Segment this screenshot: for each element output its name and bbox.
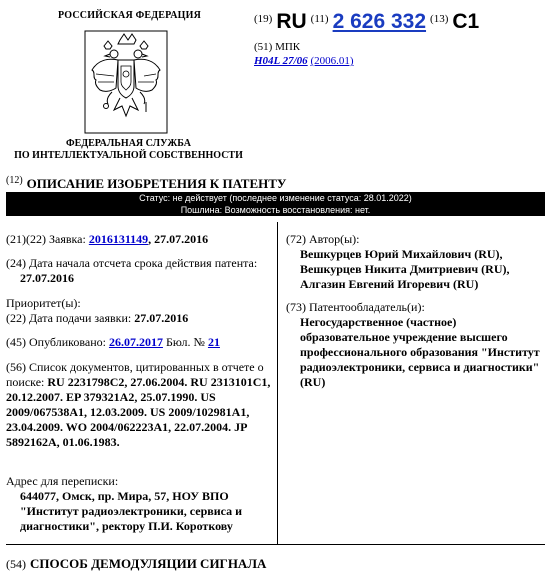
application-field — [6, 232, 272, 247]
kind-code: C1 — [452, 10, 480, 33]
country-name: РОССИЙСКАЯ ФЕДЕРАЦИЯ — [58, 10, 202, 21]
term-start-label: (24) Дата начала отсчета срока действия патента: — [6, 256, 258, 270]
patent-number-line — [254, 10, 479, 34]
agency-line-1: ФЕДЕРАЛЬНАЯ СЛУЖБА — [66, 138, 191, 149]
code-54: (54) — [6, 557, 26, 571]
address-field — [6, 474, 268, 534]
authors-field — [286, 232, 544, 292]
agency-line-2: ПО ИНТЕЛЛЕКТУАЛЬНОЙ СОБСТВЕННОСТИ — [14, 150, 243, 161]
author-2: Вешкурцев Никита Дмитриевич (RU), — [300, 262, 510, 276]
authors-label: (72) Автор(ы): — [286, 232, 360, 246]
status-line: Статус: не действует (последнее изменение статуса: 28.01.2022) — [139, 193, 412, 203]
filing-label: (22) Дата подачи заявки: — [6, 311, 132, 325]
priority-label: Приоритет(ы): — [6, 296, 81, 310]
agency-name — [0, 138, 257, 162]
owner-field — [286, 300, 544, 390]
code-12: (12) — [6, 175, 23, 186]
invention-title-text: СПОСОБ ДЕМОДУЛЯЦИИ СИГНАЛА — [30, 556, 267, 571]
bulletin-label: Бюл. № — [165, 335, 205, 349]
code-13: (13) — [430, 13, 449, 25]
term-start-field — [6, 256, 272, 286]
document-title — [6, 175, 286, 193]
column-divider — [277, 222, 278, 544]
application-number-link[interactable]: 2016131149 — [88, 232, 149, 246]
ipc-label: (51) МПК — [254, 41, 301, 53]
published-field — [6, 335, 272, 350]
filing-date: 27.07.2016 — [134, 311, 189, 325]
priority-field — [6, 296, 272, 326]
cited-docs-field — [6, 360, 276, 450]
patent-number-link[interactable]: 2 626 332 — [332, 10, 427, 33]
term-start-date: 27.07.2016 — [20, 271, 74, 285]
published-label: (45) Опубликовано: — [6, 335, 106, 349]
bottom-divider — [6, 544, 545, 545]
cited-label: (56) Список документов, цитированных в отчете о поиске: — [6, 360, 264, 389]
application-label: (21)(22) Заявка: — [6, 232, 86, 246]
author-1: Вешкурцев Юрий Михайлович (RU), — [300, 247, 503, 261]
owner-label: (73) Патентообладатель(и): — [286, 300, 425, 314]
code-11: (11) — [310, 13, 329, 25]
author-3: Алгазин Евгений Игоревич (RU) — [300, 277, 479, 291]
fee-line: Пошлина: Возможность восстановления: нет. — [180, 205, 371, 215]
status-bar — [6, 192, 545, 216]
ipc-classification — [254, 40, 354, 68]
application-date: , 27.07.2016 — [148, 232, 209, 246]
address-text: 644077, Омск, пр. Мира, 57, НОУ ВПО "Институт радиоэлектроники, сервиса и диагностики", ректору П.И. Короткову — [20, 489, 243, 533]
title-text: ОПИСАНИЕ ИЗОБРЕТЕНИЯ К ПАТЕНТУ — [26, 176, 287, 191]
cited-docs: RU 2231798C2, 27.06.2004. RU 2313101C1, 20.12.2007. EP 379321A2, 25.07.1990. US 2009/067538A1, 12.03.2009. US 2009/102981A1, 23.04.2009. WO 2004/062223A1, 22.07.2004. JP 5892162A, 01.06.1983. — [6, 375, 271, 449]
bulletin-number-link[interactable]: 21 — [207, 335, 220, 349]
published-date-link[interactable]: 26.07.2017 — [108, 335, 163, 349]
country-code: RU — [276, 10, 307, 33]
ipc-version-link[interactable]: (2006.01) — [310, 55, 354, 67]
coat-of-arms-emblem — [84, 30, 168, 134]
address-label: Адрес для переписки: — [6, 474, 119, 488]
invention-title — [6, 555, 266, 573]
ipc-class-link[interactable]: H04L 27/06 — [254, 55, 308, 67]
owner-text: Негосударственное (частное) образовательное учреждение высшего профессионального образования "Институт радиоэлектроники, сервиса и диагностики" (RU) — [300, 315, 540, 389]
code-19: (19) — [254, 13, 273, 25]
